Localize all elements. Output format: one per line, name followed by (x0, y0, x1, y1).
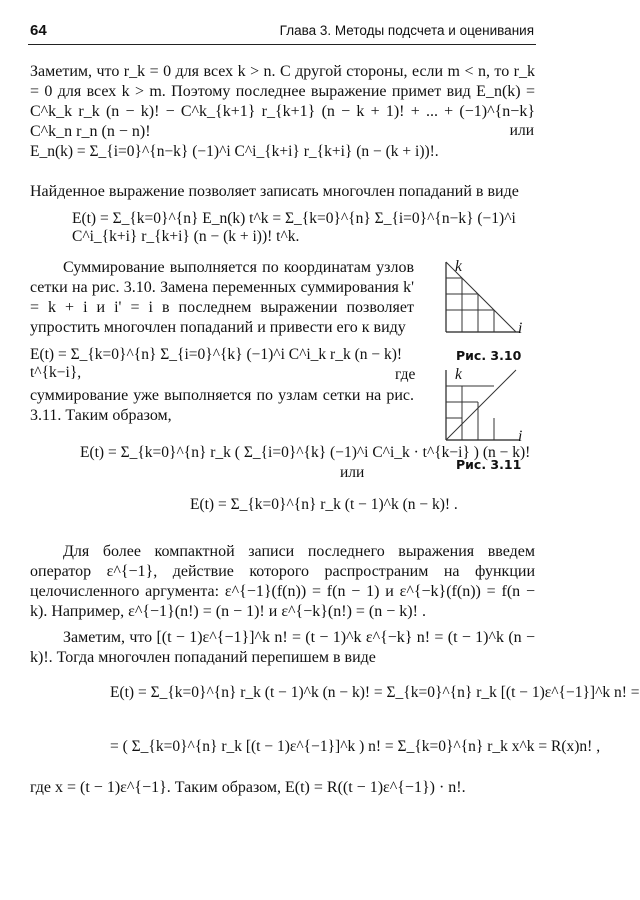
paragraph-4: Заметим, что [(t − 1)ε^{−1}]^k n! = (t − 1)^k ε^{−k} n! = (t − 1)^k (n − k)!. Тогда многочлен попаданий перепишем в виде (30, 629, 535, 666)
paragraph-2: Суммирование выполняется по координатам узлов сетки на рис. 3.10. Замена переменных суммирования k' = k + i и i' = i в последнем выражении позволяет упростить многочлен попаданий и привести его к виду (30, 259, 414, 336)
formula-E-t-5: E(t) = Σ_{k=0}^{n} r_k (t − 1)^k (n − k)! = Σ_{k=0}^{n} r_k [(t − 1)ε^{−1}]^k n! = (110, 684, 640, 701)
formula-E-t: E(t) = Σ_{k=0}^{n} E_n(k) t^k = Σ_{k=0}^{n} Σ_{i=0}^{n−k} (−1)^i C^i_{k+i} r_{k+i} (n − (k + i))! t^k. (72, 210, 516, 245)
fig-3-11-axis-k: k (455, 366, 462, 383)
paragraph-1: Заметим, что r_k = 0 для всех k > n. С другой стороны, если m < n, то r_k = 0 для всех k > m. Поэтому последнее выражение примет вид E_n(k) = C^k_k r_k (n − k)! − C^k_{k+1} r_{k+1} (n − k + 1)! + ... + (−1)^{n−k} C^k_n r_n (n − n)! (30, 63, 535, 140)
formula-E-t-3: E(t) = Σ_{k=0}^{n} r_k ( Σ_{i=0}^{k} (−1)^i C^i_k · t^{k−i} ) (n − k)! (80, 444, 531, 461)
formula-E-t-4: E(t) = Σ_{k=0}^{n} r_k (t − 1)^k (n − k)! . (190, 496, 458, 513)
paragraph-5: где x = (t − 1)ε^{−1}. Таким образом, E(t) = R((t − 1)ε^{−1}) · n!. (30, 779, 466, 796)
fig-3-10-axis-i: i (518, 320, 523, 337)
header-rule (28, 44, 536, 45)
figure-3-11-caption: Рис. 3.11 (456, 457, 522, 472)
paragraph-3: Для более компактной записи последнего выражения введем оператор ε^{−1}, действие которого распространим на функции целочисленного аргумента: ε^{−1}(f(n)) = f(n − 1) и ε^{−k}(f(n)) = f(n − k). Например, ε^{−1}(n!) = (n − 1)! и ε^{−k}(n!) = (n − k)! . (30, 543, 535, 620)
figure-3-10-caption: Рис. 3.10 (456, 348, 522, 363)
formula-en-sum: E_n(k) = Σ_{i=0}^{n−k} (−1)^i C^i_{k+i} r_{k+i} (n − (k + i))!. (30, 143, 439, 160)
paragraph-2-tail: суммирование уже выполняется по узлам сетки на рис. 3.11. Таким образом, (30, 387, 414, 424)
word-where: где (395, 366, 416, 383)
word-or-2: или (340, 464, 365, 481)
running-header: Глава 3. Методы подсчета и оценивания (279, 23, 534, 38)
formula-E-t-6: = ( Σ_{k=0}^{n} r_k [(t − 1)ε^{−1}]^k ) n! = Σ_{k=0}^{n} r_k x^k = R(x)n! , (110, 738, 601, 755)
page-number: 64 (30, 22, 47, 39)
word-or: или (509, 122, 534, 139)
formula-E-t-2: E(t) = Σ_{k=0}^{n} Σ_{i=0}^{k} (−1)^i C^i_k r_k (n − k)! t^{k−i}, (30, 346, 403, 381)
paragraph-1-tail: Найденное выражение позволяет записать многочлен попаданий в виде (30, 183, 519, 200)
fig-3-11-axis-i: i (518, 428, 523, 445)
fig-3-10-axis-k: k (455, 258, 462, 275)
